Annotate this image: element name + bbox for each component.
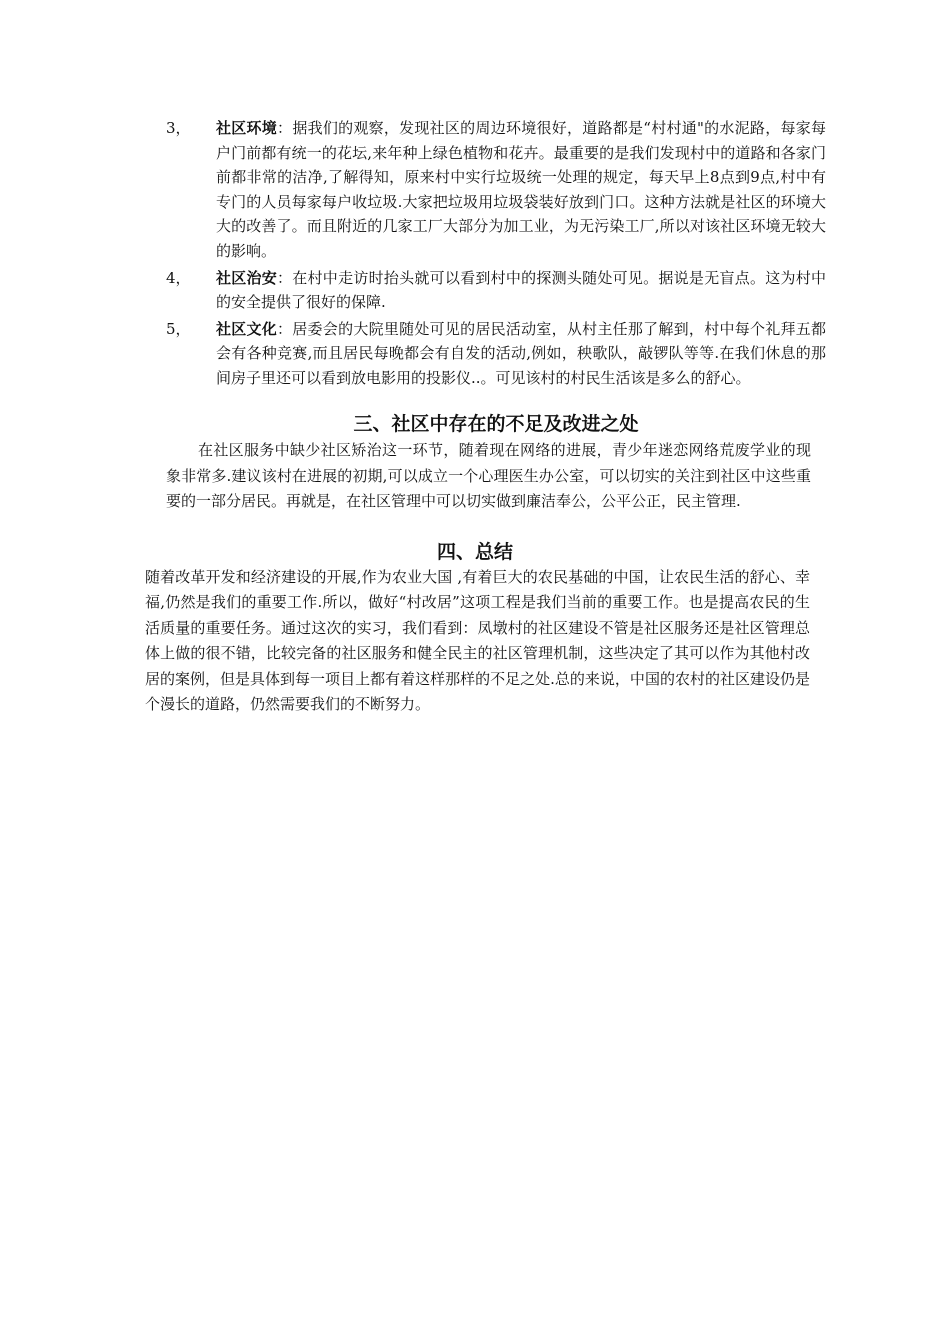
item-label: 社区治安	[216, 268, 278, 287]
item-body	[216, 317, 826, 391]
list-item	[166, 266, 826, 315]
item-number: 4，	[166, 268, 191, 287]
section-paragraph-shortcomings: 在社区服务中缺少社区矫治这一环节，随着现在网络的进展，青少年迷恋网络荒废学业的现象非常多.建议该村在进展的初期,可以成立一个心理医生办公室，可以切实的关注到社区中这些重要的一部分居民。再就是，在社区管理中可以切实做到廉洁奉公，公平公正，民主管理.	[166, 441, 811, 510]
item-label: 社区文化	[216, 319, 278, 338]
item-text: 居委会的大院里随处可见的居民活动室，从村主任那了解到，村中每个礼拜五都会有各种竞赛,而且居民每晚都会有自发的活动,例如，秧歌队，敲锣队等等.在我们休息的那间房子里还可以看到放电影用的投影仪..。可见该村的村民生活该是多么的舒心。	[216, 319, 826, 387]
section-paragraph-summary: 随着改革开发和经济建设的开展,作为农业大国 ,有着巨大的农民基础的中国，让农民生活的舒心、幸福,仍然是我们的重要工作.所以，做好“村改居”这项工程是我们当前的重要工作。也是提高农民的生活质量的重要任务。通过这次的实习，我们看到：凤墩村的社区建设不管是社区服务还是社区管理总体上做的很不错，比较完备的社区服务和健全民主的社区管理机制，这些决定了其可以作为其他村改居的案例，但是具体到每一项目上都有着这样那样的不足之处.总的来说，中国的农村的社区建设仍是个漫长的道路，仍然需要我们的不断努力。	[145, 568, 810, 714]
item-number: 3，	[166, 119, 191, 137]
item-colon: ：	[277, 119, 293, 137]
item-label: 社区环境	[216, 119, 278, 137]
item-text: 在村中走访时抬头就可以看到村中的探测头随处可见。据说是无盲点。这为村中的安全提供了很好的保障.	[216, 268, 826, 312]
section-heading-summary: 四、总结	[436, 541, 513, 563]
item-colon: ：	[277, 319, 293, 338]
numbered-list	[166, 116, 826, 393]
item-number: 5，	[166, 319, 191, 338]
item-text: 据我们的观察，发现社区的周边环境很好，道路都是“村村通"的水泥路，每家每户门前都有统一的花坛,来年种上绿色植物和花卉。最重要的是我们发现村中的道路和各家门前都非常的洁净,了解得知，原来村中实行垃圾统一处理的规定，每天早上8点到9点,村中有专门的人员每家每户收垃圾.大家把垃圾用垃圾袋装好放到门口。这种方法就是社区的环境大大的改善了。而且附近的几家工厂大部分为加工业，为无污染工厂,所以对该社区环境无较大的影响。	[216, 119, 826, 260]
section-heading-shortcomings: 三、社区中存在的不足及改进之处	[353, 413, 639, 435]
list-item	[166, 116, 826, 264]
list-item	[166, 317, 826, 391]
item-body	[216, 116, 826, 264]
item-body	[216, 266, 826, 315]
item-colon: ：	[277, 268, 293, 287]
